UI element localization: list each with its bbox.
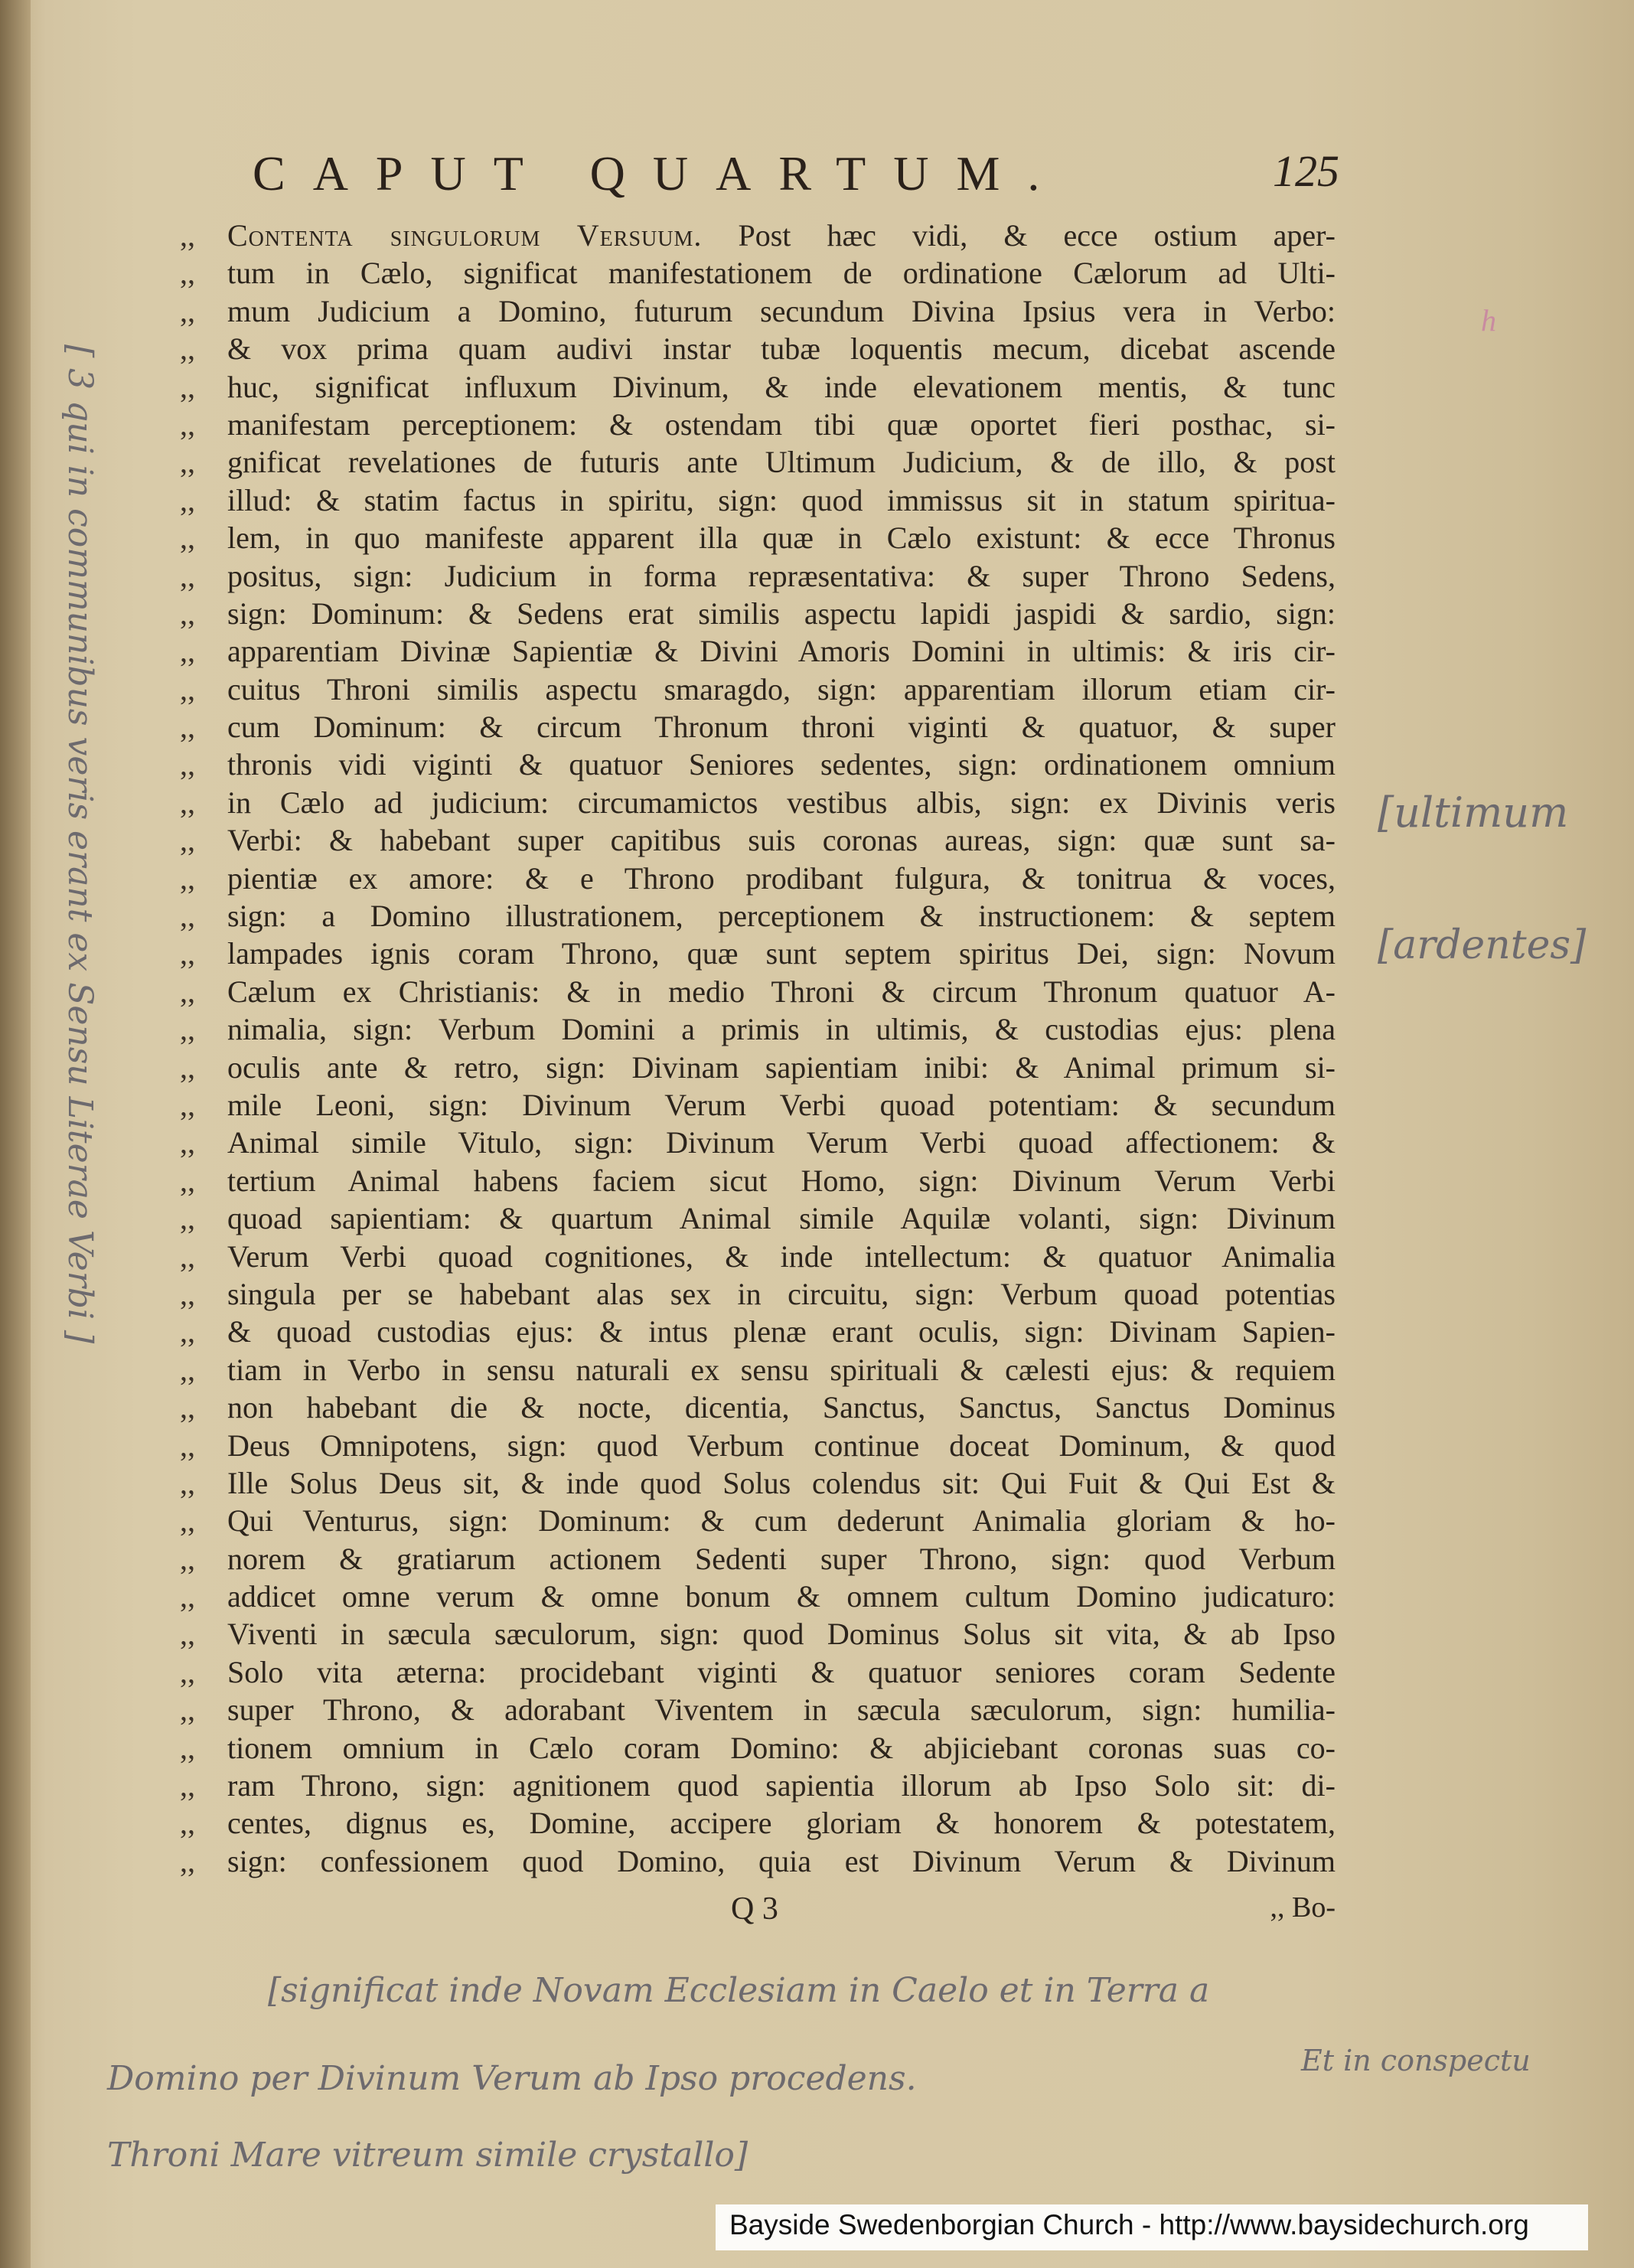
- quotation-mark: ,,: [180, 1049, 195, 1085]
- quotation-mark: ,,: [180, 1276, 195, 1311]
- line-text: manifestam perceptionem: & ostendam tibi quæ oportet fieri posthac, si-: [227, 406, 1336, 442]
- line-text: [227, 217, 1336, 254]
- line-text: addicet omne verum & omne bonum & omnem cultum Domino judicaturo:: [227, 1579, 1336, 1614]
- quotation-mark: ,,: [180, 899, 195, 934]
- text-line: [180, 1804, 1336, 1842]
- quotation-mark: ,,: [180, 974, 195, 1009]
- line-text: cuitus Throni similis aspectu smaragdo, sign: apparentiam illorum etiam cir-: [227, 671, 1336, 707]
- quotation-mark: ,,: [180, 1692, 195, 1728]
- text-line: [180, 443, 1336, 481]
- quotation-mark: ,,: [180, 936, 195, 971]
- quotation-mark: ,,: [180, 558, 195, 593]
- line-text: tertium Animal habens faciem sicut Homo, sign: Divinum Verum Verbi: [227, 1163, 1336, 1198]
- text-line: [180, 1162, 1336, 1199]
- handwritten-bottom-note-line-3: Throni Mare vitreum simile crystallo]: [107, 2136, 749, 2175]
- line-text: & vox prima quam audivi instar tubæ loquentis mecum, dicebat ascende: [227, 331, 1336, 367]
- text-line: [180, 1275, 1336, 1313]
- quotation-mark: ,,: [180, 1654, 195, 1689]
- line-text: positus, sign: Judicium in forma repræsentativa: & super Throno Sedens,: [227, 558, 1336, 593]
- quotation-mark: ,,: [180, 1238, 195, 1274]
- line-text: oculis ante & retro, sign: Divinam sapientiam inibi: & Animal primum si-: [227, 1049, 1336, 1085]
- text-line: [180, 897, 1336, 935]
- text-line: [180, 1086, 1336, 1124]
- quotation-mark: ,,: [180, 860, 195, 896]
- quotation-mark: ,,: [180, 520, 195, 556]
- quotation-mark: ,,: [180, 1503, 195, 1539]
- text-line: [180, 1351, 1336, 1389]
- text-line: [180, 821, 1336, 859]
- quotation-mark: ,,: [180, 256, 195, 291]
- text-line: [180, 1842, 1336, 1880]
- text-line: [180, 595, 1336, 632]
- line-text: tum in Cælo, significat manifestationem de ordinatione Cælorum ad Ulti-: [227, 256, 1336, 291]
- quotation-mark: ,,: [180, 1806, 195, 1841]
- catch-line: [180, 1891, 1336, 1934]
- text-line: [180, 217, 1336, 254]
- page-header: [253, 145, 1339, 214]
- text-line: [180, 1767, 1336, 1804]
- line-text: ram Throno, sign: agnitionem quod sapientia illorum ab Ipso Solo sit: di-: [227, 1768, 1336, 1803]
- text-line: [180, 1729, 1336, 1767]
- quotation-mark: ,,: [180, 1125, 195, 1160]
- line-text: super Throno, & adorabant Viventem in sæcula sæculorum, sign: humilia-: [227, 1692, 1336, 1728]
- handwritten-right-margin-note-2: [ardentes]: [1378, 922, 1587, 968]
- text-line: [180, 330, 1336, 367]
- binding-gutter: [0, 0, 31, 2268]
- quotation-mark: ,,: [180, 1465, 195, 1500]
- text-line: [180, 1578, 1336, 1615]
- line-text: singula per se habebant alas sex in circuitu, sign: Verbum quoad potentias: [227, 1276, 1336, 1311]
- line-text: lem, in quo manifeste apparent illa quæ in Cælo existunt: & ecce Thronus: [227, 520, 1336, 556]
- text-line: [180, 671, 1336, 708]
- handwritten-bottom-note-line-1: [significat inde Novam Ecclesiam in Caelo et in Terra a: [268, 1971, 1210, 2010]
- handwritten-right-margin-note-1: [ultimum: [1378, 788, 1569, 837]
- text-line: [180, 632, 1336, 670]
- line-text: Solo vita æterna: procidebant viginti & quatuor seniores coram Sedente: [227, 1654, 1336, 1689]
- quotation-mark: ,,: [180, 293, 195, 328]
- text-line: [180, 254, 1336, 292]
- text-line: [180, 519, 1336, 556]
- quotation-mark: ,,: [180, 1012, 195, 1047]
- quotation-mark: ,,: [180, 1390, 195, 1425]
- line-text: mile Leoni, sign: Divinum Verum Verbi quoad potentiam: & secundum: [227, 1087, 1336, 1122]
- text-line: [180, 784, 1336, 821]
- line-text: Deus Omnipotens, sign: quod Verbum continue doceat Dominum, & quod: [227, 1428, 1336, 1463]
- quotation-mark: ,,: [180, 1314, 195, 1349]
- text-line: [180, 406, 1336, 443]
- line-text: sign: Dominum: & Sedens erat similis aspectu lapidi jaspidi & sardio, sign:: [227, 596, 1336, 631]
- text-line: [180, 973, 1336, 1010]
- line-text: apparentiam Divinæ Sapientiæ & Divini Amoris Domini in ultimis: & iris cir-: [227, 634, 1336, 669]
- quotation-mark: ,,: [180, 218, 195, 253]
- text-line: [180, 1389, 1336, 1426]
- line-text: sign: a Domino illustrationem, perceptionem & instructionem: & septem: [227, 899, 1336, 934]
- line-text: thronis vidi viginti & quatuor Seniores sedentes, sign: ordinationem omnium: [227, 747, 1336, 782]
- text-line: [180, 1427, 1336, 1464]
- text-line: [180, 1124, 1336, 1161]
- quotation-mark: ,,: [180, 1541, 195, 1576]
- catchword: ,, Bo-: [1270, 1891, 1336, 1924]
- text-line: [180, 481, 1336, 519]
- text-line: [180, 1313, 1336, 1350]
- text-line: [180, 746, 1336, 783]
- quotation-mark: ,,: [180, 710, 195, 745]
- quotation-mark: ,,: [180, 445, 195, 480]
- text-line: [180, 1464, 1336, 1502]
- quotation-mark: ,,: [180, 823, 195, 858]
- quotation-mark: ,,: [180, 596, 195, 631]
- text-line: [180, 1049, 1336, 1086]
- line-text: Viventi in sæcula sæculorum, sign: quod Dominus Solus sit vita, & ab Ipso: [227, 1617, 1336, 1652]
- text-line: [180, 1238, 1336, 1275]
- quotation-mark: ,,: [180, 482, 195, 517]
- running-title: CAPUT QUARTUM.: [253, 146, 1068, 201]
- line-text: nimalia, sign: Verbum Domini a primis in ultimis, & custodias ejus: plena: [227, 1012, 1336, 1047]
- line-text: tionem omnium in Cælo coram Domino: & abjiciebant coronas suas co-: [227, 1730, 1336, 1765]
- line-text: Cælum ex Christianis: & in medio Throni & circum Thronum quatuor A-: [227, 974, 1336, 1009]
- text-line: [180, 557, 1336, 595]
- quotation-mark: ,,: [180, 634, 195, 669]
- text-line: [180, 935, 1336, 972]
- body-text: [180, 217, 1336, 1880]
- text-line: [180, 1691, 1336, 1728]
- quotation-mark: ,,: [180, 1843, 195, 1878]
- page-number: 125: [1273, 146, 1339, 196]
- text-line: [180, 1540, 1336, 1578]
- line-text: quoad sapientiam: & quartum Animal simile Aquilæ volanti, sign: Divinum: [227, 1201, 1336, 1236]
- quotation-mark: ,,: [180, 1768, 195, 1803]
- quotation-mark: ,,: [180, 1579, 195, 1614]
- text-line: [180, 1615, 1336, 1653]
- line-text: in Cælo ad judicium: circumamictos vestibus albis, sign: ex Divinis veris: [227, 785, 1336, 820]
- signature-mark: Q 3: [731, 1891, 778, 1927]
- handwritten-bottom-note-line-2b: Et in conspectu: [1301, 2044, 1531, 2077]
- handwritten-left-margin-note: [ 3 qui in communibus veris erant ex Sensu Literae Verbi ]: [60, 344, 99, 1344]
- quotation-mark: ,,: [180, 331, 195, 367]
- text-line: [180, 708, 1336, 746]
- quotation-mark: ,,: [180, 1428, 195, 1463]
- line-text: mum Judicium a Domino, futurum secundum Divina Ipsius vera in Verbo:: [227, 293, 1336, 328]
- text-line: [180, 1010, 1336, 1048]
- line-text: gnificat revelationes de futuris ante Ultimum Judicium, & de illo, & post: [227, 445, 1336, 480]
- line-text: pientiæ ex amore: & e Throno prodibant fulgura, & tonitrua & voces,: [227, 860, 1336, 896]
- quotation-mark: ,,: [180, 1201, 195, 1236]
- line-text: cum Dominum: & circum Thronum throni viginti & quatuor, & super: [227, 710, 1336, 745]
- text-line: [180, 1653, 1336, 1691]
- quotation-mark: ,,: [180, 1163, 195, 1198]
- source-watermark: Bayside Swedenborgian Church - http://www.baysidechurch.org: [716, 2204, 1588, 2250]
- pink-ink-mark: h: [1481, 303, 1496, 338]
- line-text: & quoad custodias ejus: & intus plenæ erant oculis, sign: Divinam Sapien-: [227, 1314, 1336, 1349]
- handwritten-bottom-note-line-2: Domino per Divinum Verum ab Ipso procedens.: [107, 2059, 917, 2098]
- text-line: [180, 1199, 1336, 1237]
- quotation-mark: ,,: [180, 671, 195, 707]
- text-line: [180, 1502, 1336, 1539]
- quotation-mark: ,,: [180, 1730, 195, 1765]
- line-text: norem & gratiarum actionem Sedenti super Throno, sign: quod Verbum: [227, 1541, 1336, 1576]
- quotation-mark: ,,: [180, 1352, 195, 1387]
- line-text: centes, dignus es, Domine, accipere gloriam & honorem & potestatem,: [227, 1806, 1336, 1841]
- quotation-mark: ,,: [180, 1617, 195, 1652]
- line-text: non habebant die & nocte, dicentia, Sanctus, Sanctus, Sanctus Dominus: [227, 1390, 1336, 1425]
- quotation-mark: ,,: [180, 785, 195, 820]
- line-text: Animal simile Vitulo, sign: Divinum Verum Verbi quoad affectionem: &: [227, 1125, 1336, 1160]
- line-text: tiam in Verbo in sensu naturali ex sensu spirituali & cælesti ejus: & requiem: [227, 1352, 1336, 1387]
- line-text-rest: Post hæc vidi, & ecce ostium aper-: [702, 218, 1336, 253]
- line-text: sign: confessionem quod Domino, quia est Divinum Verum & Divinum: [227, 1843, 1336, 1878]
- text-line: [180, 860, 1336, 897]
- quotation-mark: ,,: [180, 406, 195, 442]
- line-text: illud: & statim factus in spiritu, sign: quod immissus sit in statum spiritua-: [227, 482, 1336, 517]
- line-text: huc, significat influxum Divinum, & inde elevationem mentis, & tunc: [227, 369, 1336, 404]
- section-lead: Contenta singulorum Versuum.: [227, 218, 703, 253]
- line-text: Ille Solus Deus sit, & inde quod Solus colendus sit: Qui Fuit & Qui Est &: [227, 1465, 1336, 1500]
- line-text: Verum Verbi quoad cognitiones, & inde intellectum: & quatuor Animalia: [227, 1238, 1336, 1274]
- text-line: [180, 292, 1336, 330]
- quotation-mark: ,,: [180, 1087, 195, 1122]
- line-text: lampades ignis coram Throno, quæ sunt septem spiritus Dei, sign: Novum: [227, 936, 1336, 971]
- quotation-mark: ,,: [180, 369, 195, 404]
- line-text: Qui Venturus, sign: Dominum: & cum dederunt Animalia gloriam & ho-: [227, 1503, 1336, 1539]
- line-text: Verbi: & habebant super capitibus suis coronas aureas, sign: quæ sunt sa-: [227, 823, 1336, 858]
- text-line: [180, 368, 1336, 406]
- quotation-mark: ,,: [180, 747, 195, 782]
